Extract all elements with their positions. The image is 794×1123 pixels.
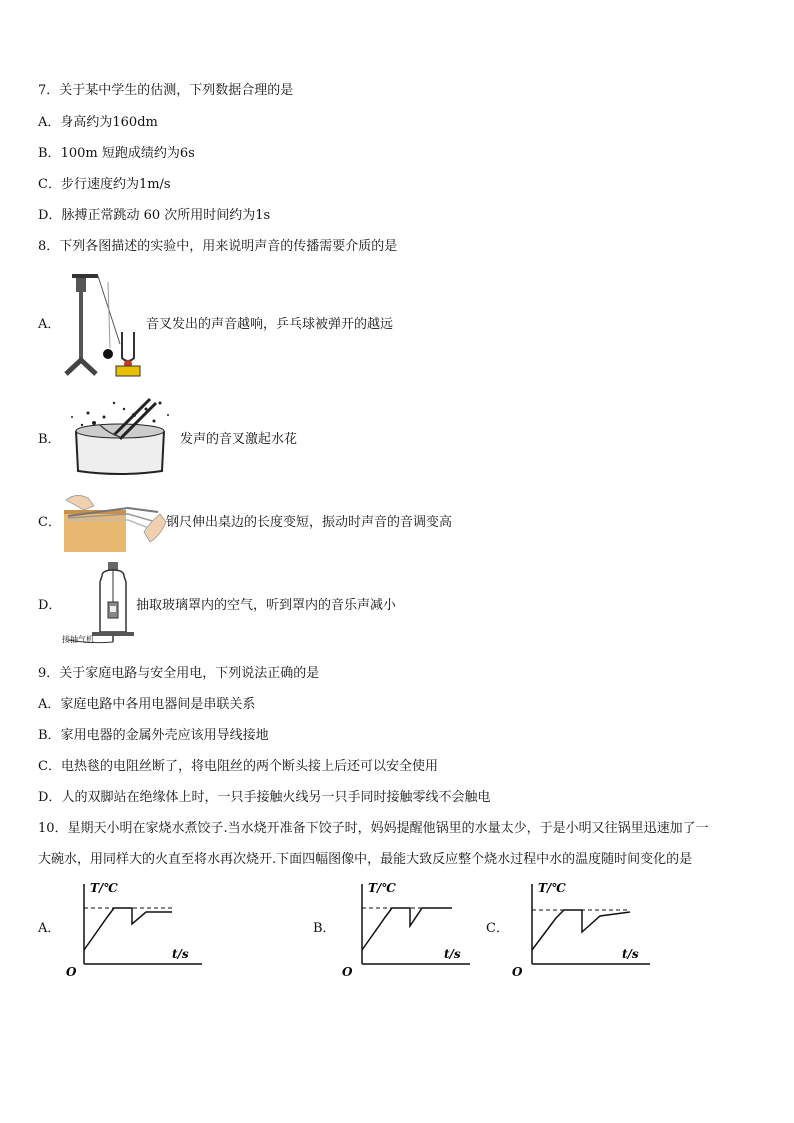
q7-option-c[interactable] (38, 176, 171, 194)
origin-label: O (66, 965, 77, 979)
temperature-graph-a (62, 878, 210, 982)
q8-option-a-label[interactable]: A． (38, 317, 61, 332)
q9-stem: 9．关于家庭电路与安全用电，下列说法正确的是 (38, 666, 320, 681)
q8-option-b-text: 发声的音叉激起水花 (180, 432, 298, 447)
x-axis-label: t/s (622, 947, 639, 961)
fork-in-water-figure (64, 395, 176, 477)
q9-option-d[interactable] (38, 789, 490, 807)
y-axis-label: T/℃ (538, 881, 566, 895)
x-axis-label: t/s (172, 947, 189, 961)
temperature-graph-c (510, 878, 656, 982)
option-text: 脉搏正常跳动 60 次所用时间约为1s (61, 208, 271, 223)
ruler-on-desk-figure (64, 492, 168, 552)
q7-stem: 7．关于某中学生的估测，下列数据合理的是 (38, 83, 294, 98)
vacuum-pump-label: 接抽气机 (62, 635, 94, 644)
q10-graph-c-label[interactable]: C． (486, 921, 509, 936)
origin-label: O (342, 965, 353, 979)
option-label: D． (38, 208, 62, 223)
q8-option-b-label[interactable]: B． (38, 432, 61, 447)
option-text: 步行速度约为1m/s (60, 177, 171, 192)
q10-graph-b-label[interactable]: B． (313, 921, 336, 936)
x-axis-label: t/s (444, 947, 461, 961)
option-label: B． (38, 146, 61, 161)
option-text: 家用电器的金属外壳应该用导线接地 (60, 728, 269, 743)
q8-option-c-text: 钢尺伸出桌边的长度变短，振动时声音的音调变高 (166, 515, 453, 530)
option-label: C． (38, 759, 61, 774)
option-text: 100m 短跑成绩约为6s (60, 146, 195, 161)
q10-stem-line2: 大碗水，用同样大的火直至将水再次烧开.下面四幅图像中，最能大致反应整个烧水过程中水的温度随时间变化的是 (38, 852, 693, 867)
q7-option-a[interactable] (38, 114, 158, 132)
temperature-graph-b (340, 878, 476, 982)
option-text: 人的双脚站在绝缘体上时，一只手接触火线另一只手同时接触零线不会触电 (61, 790, 491, 805)
q9-option-c[interactable] (38, 758, 438, 776)
q7-option-d[interactable] (38, 207, 270, 225)
tuning-fork-ball-figure (62, 270, 146, 380)
option-label: B． (38, 728, 61, 743)
q9-option-a[interactable] (38, 696, 255, 714)
option-text: 身高约为160dm (60, 115, 158, 130)
option-text: 家庭电路中各用电器间是串联关系 (60, 697, 256, 712)
y-axis-label: T/℃ (368, 881, 396, 895)
q8-option-a-text: 音叉发出的声音越响，乒乓球被弹开的越远 (146, 317, 394, 332)
option-label: D． (38, 790, 62, 805)
option-label: C． (38, 177, 61, 192)
q8-option-c-label[interactable]: C． (38, 515, 61, 530)
q10-stem-line1: 10．星期天小明在家烧水煮饺子.当水烧开准备下饺子时，妈妈提醒他锅里的水量太少，于是小明又往锅里迅速加了一 (38, 821, 709, 836)
y-axis-label: T/℃ (90, 881, 118, 895)
q7-option-b[interactable] (38, 145, 195, 163)
q8-option-d-text: 抽取玻璃罩内的空气，听到罩内的音乐声减小 (136, 598, 397, 613)
q8-option-d-label[interactable]: D． (38, 598, 62, 613)
q10-graph-a-label[interactable]: A． (38, 921, 61, 936)
option-text: 电热毯的电阻丝断了，将电阻丝的两个断头接上后还可以安全使用 (60, 759, 438, 774)
q9-option-b[interactable] (38, 727, 269, 745)
q8-stem: 8．下列各图描述的实验中，用来说明声音的传播需要介质的是 (38, 239, 398, 254)
option-label: A． (38, 115, 61, 130)
option-label: A． (38, 697, 61, 712)
origin-label: O (512, 965, 523, 979)
